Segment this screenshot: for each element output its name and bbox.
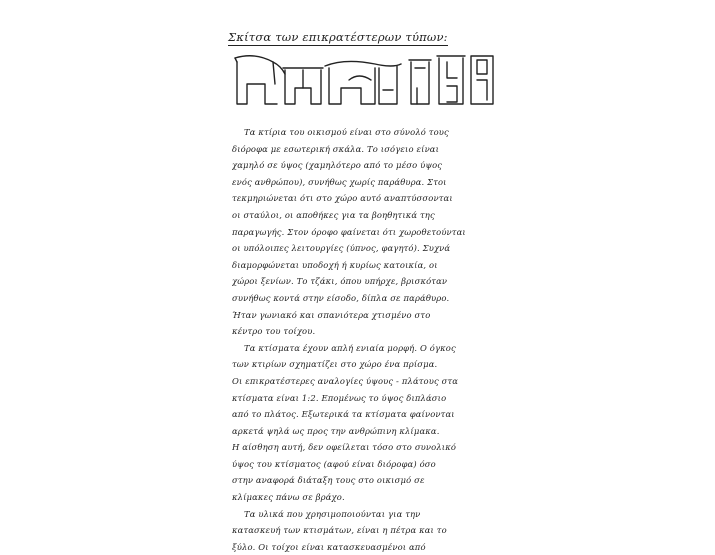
text-line: ύψος του κτίσματος (αφού είναι διόροφα) όσο — [232, 458, 436, 469]
text-line: κτίσματα είναι 1:2. Επομένως το ύψος διπλάσιο — [232, 392, 447, 403]
text-line: Ήταν γωνιακό και σπανιότερα χτισμένο στο — [232, 309, 431, 320]
text-line: ενός ανθρώπου), συνήθως χωρίς παράθυρα. Στοι — [232, 176, 447, 187]
text-line: οι σταύλοι, οι αποθήκες για τα βοηθητικά της — [232, 209, 435, 220]
text-line: οι υπόλοιπες λειτουργίες (ύπνος, φαγητό). Συχνά — [232, 243, 451, 254]
text-line: διόροφα με εσωτερική σκάλα. Το ισόγειο είναι — [232, 143, 440, 154]
text-line: Τα κτίρια του οικισμού είναι στο σύνολό τους — [244, 127, 449, 137]
text-line: κατασκευή των κτισμάτων, είναι η πέτρα και το — [232, 525, 447, 536]
body-text — [232, 124, 490, 555]
text-line: χαμηλό σε ύψος (χαμηλότερο από το μέσο ύψος — [232, 160, 443, 171]
text-line: Οι επικρατέστερες αναλογίες ύψους - πλάτους στα — [232, 375, 459, 386]
page-heading: Σκίτσα των επικρατέστερων τύπων: — [228, 30, 448, 44]
text-line: στην αναφορά διάταξη τους στο οικισμό σε — [232, 475, 425, 486]
text-line: χώροι ξενίων. Το τζάκι, όπου υπήρχε, βρισκόταν — [232, 276, 448, 287]
text-line: τεκμηριώνεται ότι στο χώρο αυτό αναπτύσσονται — [232, 193, 453, 204]
text-line: διαμορφώνεται υποδοχή ή κυρίως κατοικία, οι — [232, 259, 438, 270]
building-types-sketch — [225, 44, 505, 112]
text-line: από το πλάτος. Εξωτερικά τα κτίσματα φαίνονται — [232, 409, 455, 420]
text-line: Τα υλικά που χρησιμοποιούνται για την — [244, 508, 421, 519]
text-line: συνήθως κοντά στην είσοδο, δίπλα σε παράθυρο. — [232, 292, 450, 303]
text-line: κλίμακες πάνω σε βράχο. — [232, 492, 345, 503]
text-line: Τα κτίσματα έχουν απλή ενιαία μορφή. Ο όγκος — [244, 342, 456, 353]
text-line: αρκετά ψηλά ως προς την ανθρώπινη κλίμακα. — [232, 425, 440, 436]
text-line: των κτιρίων σχηματίζει στο χώρο ένα πρίσμα. — [232, 359, 438, 370]
text-line: παραγωγής. Στον όροφο φαίνεται ότι χωροθετούνται — [232, 226, 466, 237]
text-line: ξύλο. Οι τοίχοι είναι κατασκευασμένοι από — [232, 541, 426, 552]
text-line: κέντρο του τοίχου. — [232, 326, 316, 337]
text-line: Η αίσθηση αυτή, δεν οφείλεται τόσο στο συνολικό — [232, 442, 457, 453]
